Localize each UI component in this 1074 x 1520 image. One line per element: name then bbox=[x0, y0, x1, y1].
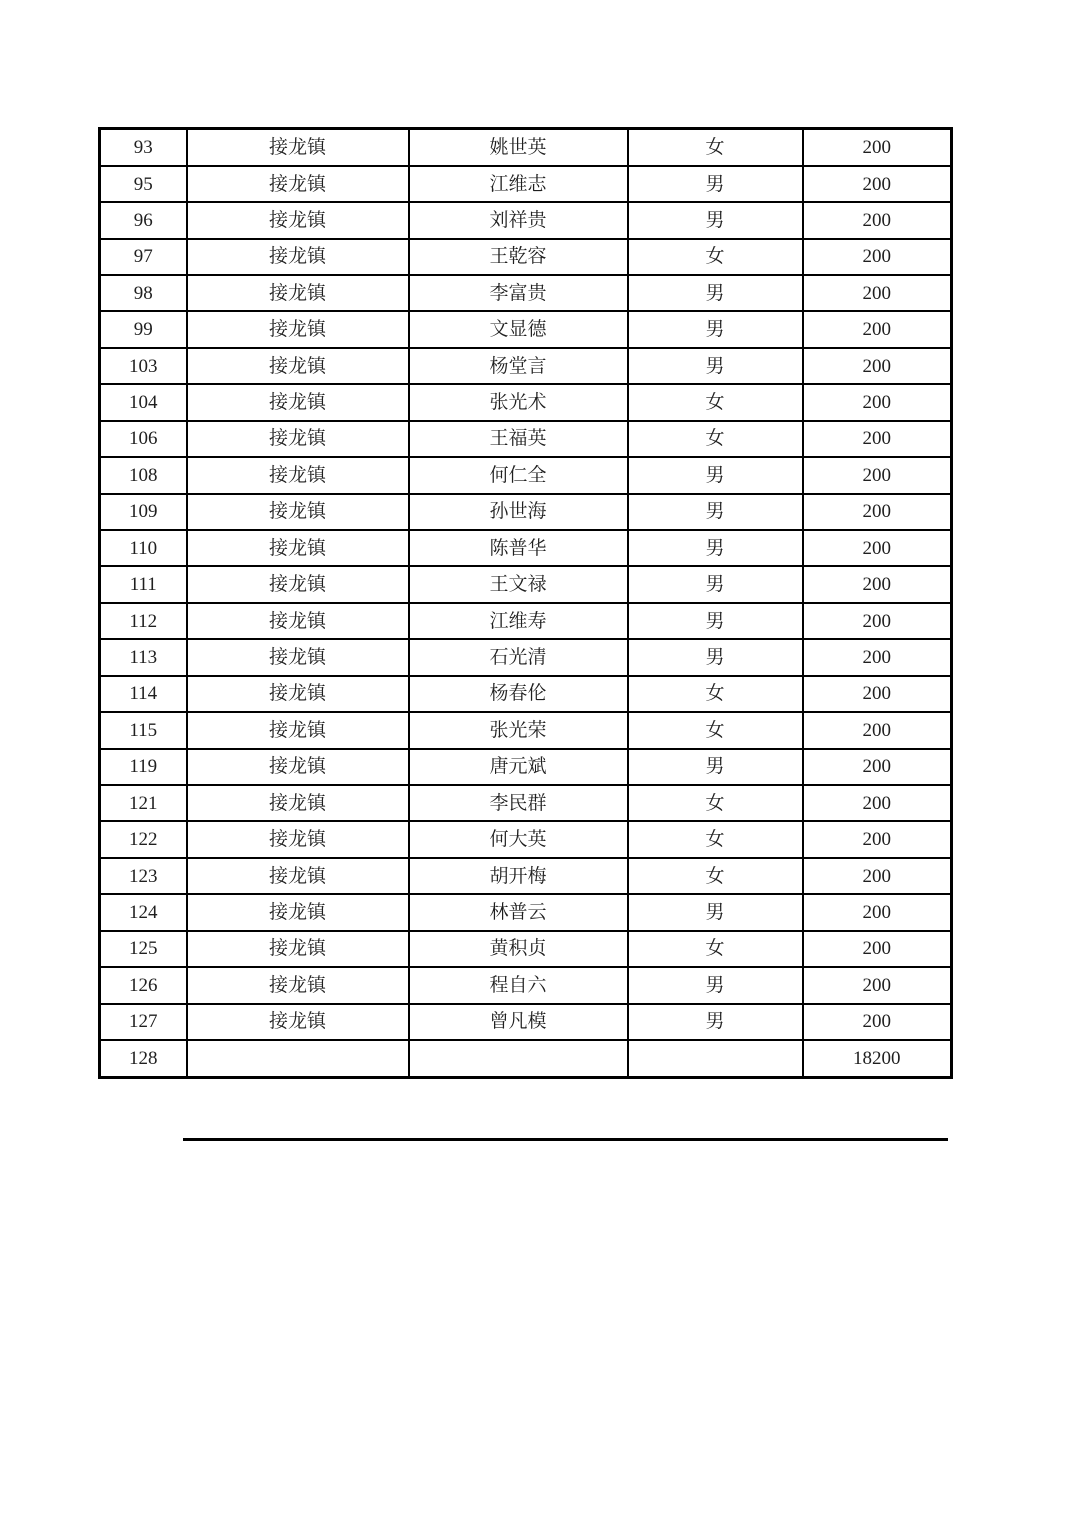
cell-gender: 男 bbox=[628, 1004, 803, 1040]
cell-name: 王福英 bbox=[409, 421, 628, 457]
table-row bbox=[100, 457, 952, 493]
cell-name: 程自六 bbox=[409, 967, 628, 1003]
cell-amount: 200 bbox=[803, 202, 952, 238]
cell-town: 接龙镇 bbox=[187, 967, 409, 1003]
cell-name: 杨春伦 bbox=[409, 676, 628, 712]
table-row bbox=[100, 129, 952, 166]
cell-name: 江维寿 bbox=[409, 603, 628, 639]
cell-town: 接龙镇 bbox=[187, 457, 409, 493]
cell-amount: 200 bbox=[803, 894, 952, 930]
cell-gender: 男 bbox=[628, 603, 803, 639]
cell-amount: 200 bbox=[803, 457, 952, 493]
table-row bbox=[100, 1040, 952, 1078]
cell-row-number: 112 bbox=[100, 603, 187, 639]
cell-town: 接龙镇 bbox=[187, 166, 409, 202]
cell-name: 姚世英 bbox=[409, 129, 628, 166]
cell-amount: 200 bbox=[803, 639, 952, 675]
cell-amount: 200 bbox=[803, 166, 952, 202]
cell-gender: 男 bbox=[628, 494, 803, 530]
cell-town: 接龙镇 bbox=[187, 894, 409, 930]
cell-name: 黄积贞 bbox=[409, 931, 628, 967]
table-row bbox=[100, 566, 952, 602]
cell-town: 接龙镇 bbox=[187, 749, 409, 785]
cell-town: 接龙镇 bbox=[187, 239, 409, 275]
cell-amount: 200 bbox=[803, 603, 952, 639]
cell-gender: 女 bbox=[628, 129, 803, 166]
cell-amount: 200 bbox=[803, 530, 952, 566]
table-row bbox=[100, 749, 952, 785]
table-row bbox=[100, 931, 952, 967]
cell-row-number: 96 bbox=[100, 202, 187, 238]
table-row bbox=[100, 639, 952, 675]
cell-amount: 200 bbox=[803, 931, 952, 967]
cell-row-number: 113 bbox=[100, 639, 187, 675]
table-row bbox=[100, 530, 952, 566]
cell-row-number: 128 bbox=[100, 1040, 187, 1078]
cell-town: 接龙镇 bbox=[187, 821, 409, 857]
cell-amount: 200 bbox=[803, 712, 952, 748]
cell-gender: 男 bbox=[628, 894, 803, 930]
cell-gender: 男 bbox=[628, 457, 803, 493]
cell-amount: 200 bbox=[803, 566, 952, 602]
cell-name: 石光清 bbox=[409, 639, 628, 675]
cell-gender: 男 bbox=[628, 348, 803, 384]
cell-town: 接龙镇 bbox=[187, 676, 409, 712]
cell-row-number: 95 bbox=[100, 166, 187, 202]
cell-town: 接龙镇 bbox=[187, 129, 409, 166]
cell-row-number: 122 bbox=[100, 821, 187, 857]
cell-town: 接龙镇 bbox=[187, 311, 409, 347]
table-row bbox=[100, 712, 952, 748]
cell-name: 何仁全 bbox=[409, 457, 628, 493]
cell-name: 胡开梅 bbox=[409, 858, 628, 894]
cell-row-number: 127 bbox=[100, 1004, 187, 1040]
table-row bbox=[100, 239, 952, 275]
cell-row-number: 99 bbox=[100, 311, 187, 347]
cell-town: 接龙镇 bbox=[187, 712, 409, 748]
cell-row-number: 121 bbox=[100, 785, 187, 821]
cell-row-number: 114 bbox=[100, 676, 187, 712]
table-row bbox=[100, 202, 952, 238]
cell-row-number: 106 bbox=[100, 421, 187, 457]
cell-name: 林普云 bbox=[409, 894, 628, 930]
cell-town bbox=[187, 1040, 409, 1078]
cell-town: 接龙镇 bbox=[187, 384, 409, 420]
cell-gender: 男 bbox=[628, 639, 803, 675]
cell-row-number: 123 bbox=[100, 858, 187, 894]
cell-name: 王文禄 bbox=[409, 566, 628, 602]
cell-gender: 女 bbox=[628, 239, 803, 275]
cell-amount: 200 bbox=[803, 129, 952, 166]
cell-gender: 男 bbox=[628, 311, 803, 347]
cell-name: 张光荣 bbox=[409, 712, 628, 748]
cell-gender: 女 bbox=[628, 931, 803, 967]
roster-table bbox=[98, 127, 953, 1079]
cell-name: 何大英 bbox=[409, 821, 628, 857]
cell-town: 接龙镇 bbox=[187, 421, 409, 457]
cell-row-number: 97 bbox=[100, 239, 187, 275]
cell-gender: 男 bbox=[628, 566, 803, 602]
cell-gender: 男 bbox=[628, 166, 803, 202]
cell-amount: 200 bbox=[803, 967, 952, 1003]
table-row bbox=[100, 348, 952, 384]
cell-row-number: 111 bbox=[100, 566, 187, 602]
cell-amount: 200 bbox=[803, 785, 952, 821]
cell-row-number: 104 bbox=[100, 384, 187, 420]
cell-row-number: 98 bbox=[100, 275, 187, 311]
cell-amount: 200 bbox=[803, 676, 952, 712]
cell-amount: 200 bbox=[803, 749, 952, 785]
cell-town: 接龙镇 bbox=[187, 603, 409, 639]
cell-amount: 200 bbox=[803, 384, 952, 420]
cell-amount: 200 bbox=[803, 275, 952, 311]
footnote-separator-rule bbox=[183, 1138, 948, 1141]
table-row bbox=[100, 821, 952, 857]
cell-gender: 女 bbox=[628, 384, 803, 420]
table-row bbox=[100, 967, 952, 1003]
cell-gender: 女 bbox=[628, 785, 803, 821]
cell-row-number: 93 bbox=[100, 129, 187, 166]
cell-town: 接龙镇 bbox=[187, 858, 409, 894]
cell-amount: 200 bbox=[803, 421, 952, 457]
roster-table-body bbox=[100, 129, 952, 1078]
cell-town: 接龙镇 bbox=[187, 530, 409, 566]
table-row bbox=[100, 421, 952, 457]
table-row bbox=[100, 311, 952, 347]
cell-gender bbox=[628, 1040, 803, 1078]
cell-name: 陈普华 bbox=[409, 530, 628, 566]
cell-town: 接龙镇 bbox=[187, 275, 409, 311]
table-row bbox=[100, 858, 952, 894]
cell-town: 接龙镇 bbox=[187, 785, 409, 821]
cell-gender: 男 bbox=[628, 967, 803, 1003]
cell-gender: 男 bbox=[628, 202, 803, 238]
cell-town: 接龙镇 bbox=[187, 494, 409, 530]
cell-name: 唐元斌 bbox=[409, 749, 628, 785]
cell-name: 江维志 bbox=[409, 166, 628, 202]
cell-row-number: 125 bbox=[100, 931, 187, 967]
cell-town: 接龙镇 bbox=[187, 348, 409, 384]
cell-row-number: 103 bbox=[100, 348, 187, 384]
table-row bbox=[100, 166, 952, 202]
cell-name bbox=[409, 1040, 628, 1078]
cell-gender: 女 bbox=[628, 421, 803, 457]
cell-name: 王乾容 bbox=[409, 239, 628, 275]
cell-row-number: 124 bbox=[100, 894, 187, 930]
cell-row-number: 110 bbox=[100, 530, 187, 566]
table-row bbox=[100, 494, 952, 530]
cell-town: 接龙镇 bbox=[187, 202, 409, 238]
cell-gender: 女 bbox=[628, 821, 803, 857]
cell-row-number: 108 bbox=[100, 457, 187, 493]
cell-amount: 200 bbox=[803, 494, 952, 530]
cell-name: 孙世海 bbox=[409, 494, 628, 530]
cell-row-number: 119 bbox=[100, 749, 187, 785]
table-row bbox=[100, 676, 952, 712]
cell-row-number: 109 bbox=[100, 494, 187, 530]
cell-amount: 18200 bbox=[803, 1040, 952, 1078]
cell-name: 文显德 bbox=[409, 311, 628, 347]
cell-name: 张光术 bbox=[409, 384, 628, 420]
cell-town: 接龙镇 bbox=[187, 566, 409, 602]
cell-gender: 男 bbox=[628, 530, 803, 566]
cell-gender: 男 bbox=[628, 749, 803, 785]
cell-row-number: 115 bbox=[100, 712, 187, 748]
cell-amount: 200 bbox=[803, 239, 952, 275]
cell-town: 接龙镇 bbox=[187, 639, 409, 675]
cell-amount: 200 bbox=[803, 348, 952, 384]
cell-name: 杨堂言 bbox=[409, 348, 628, 384]
table-row bbox=[100, 785, 952, 821]
cell-amount: 200 bbox=[803, 1004, 952, 1040]
cell-row-number: 126 bbox=[100, 967, 187, 1003]
cell-gender: 女 bbox=[628, 858, 803, 894]
cell-amount: 200 bbox=[803, 858, 952, 894]
cell-name: 刘祥贵 bbox=[409, 202, 628, 238]
cell-name: 李民群 bbox=[409, 785, 628, 821]
cell-name: 曾凡模 bbox=[409, 1004, 628, 1040]
cell-gender: 男 bbox=[628, 275, 803, 311]
cell-town: 接龙镇 bbox=[187, 1004, 409, 1040]
table-row bbox=[100, 603, 952, 639]
table-row bbox=[100, 1004, 952, 1040]
cell-gender: 女 bbox=[628, 676, 803, 712]
cell-gender: 女 bbox=[628, 712, 803, 748]
table-row bbox=[100, 275, 952, 311]
table-row bbox=[100, 384, 952, 420]
cell-amount: 200 bbox=[803, 311, 952, 347]
cell-name: 李富贵 bbox=[409, 275, 628, 311]
cell-amount: 200 bbox=[803, 821, 952, 857]
cell-town: 接龙镇 bbox=[187, 931, 409, 967]
table-row bbox=[100, 894, 952, 930]
